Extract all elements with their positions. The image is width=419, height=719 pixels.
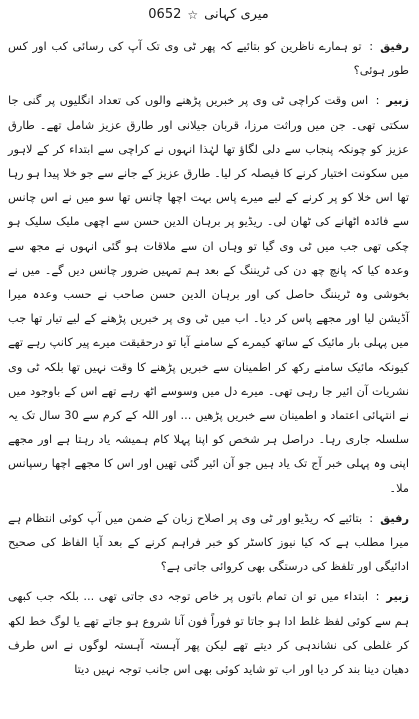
dialogue-block bbox=[8, 34, 409, 82]
dialogue-block bbox=[8, 584, 409, 681]
speaker-separator: : bbox=[375, 589, 380, 604]
page-header bbox=[8, 6, 409, 24]
speaker-label: رفیق bbox=[380, 39, 409, 53]
page-title: میری کہانی bbox=[204, 7, 269, 22]
speaker-label: زبیر bbox=[386, 93, 409, 108]
speaker-separator: : bbox=[369, 39, 374, 53]
dialogue-block bbox=[8, 88, 409, 499]
dialogue-text: ابتداء میں تو ان تمام باتوں پر خاص توجہ دی جاتی تھی ... بلکہ جب کبھی ہم سے کوئی لفظ غلط ادا ہو جاتا تو فوراً فون آنا شروع ہو جاتے تھے یا لوگ خط لکھ کر غلطی کی نشاندہی کر دیتے تھے لیکن پھر آہستہ آہستہ لوگوں نے اس طرف دھیان دینا بند کر دیا اور اب تو شاید کوئی بھی اس جانب توجہ نہیں دیتا bbox=[8, 589, 409, 677]
speaker-label: زبیر bbox=[386, 589, 409, 604]
dialogue-text: تو ہمارے ناظرین کو بتائیے کہ پھر ٹی وی تک آپ کی رسائی کب اور کس طور ہوئی؟ bbox=[8, 39, 409, 78]
page-number: 0652 bbox=[148, 7, 182, 22]
dialogue-block bbox=[8, 506, 409, 579]
star-icon: ☆ bbox=[187, 8, 199, 22]
speaker-label: رفیق bbox=[380, 510, 410, 525]
speaker-separator: : bbox=[375, 93, 380, 108]
dialogue-text: بتائیے کہ ریڈیو اور ٹی وی پر اصلاح زبان کے ضمن میں آپ کوئی انتظام ہے میرا مطلب ہے کہ کیا نیوز کاسٹر کو خبر فراہم کرنے کے بعد آیا الفاظ کی صحیح ادائیگی اور تلفظ کی درستگی بھی کروائی جاتی ہے؟ bbox=[8, 510, 409, 574]
speaker-separator: : bbox=[369, 510, 374, 525]
dialogue-text: اس وقت کراچی ٹی وی پر خبریں پڑھنے والوں کی تعداد انگلیوں پر گنی جا سکتی تھی۔ جن میں وراثت مرزا، قربان جیلانی اور طارق عزیز شامل تھے۔ طارق عزیز کو چونکہ پنجاب سے دلی لگاؤ تھا لہٰذا انہوں نے کراچی سے ابتداء کر کے لاہور میں سکونت اختیار کرنے کا فیصلہ کر لیا۔ طارق عزیز کے جانے سے جو خلا پیدا ہو رہا تھا اس خلا کو پر کرنے کے لیے میرے پاس بہت اچھا چانس تھا سو میں نے اس چانس سے فائدہ اٹھانے کی ٹھان لی۔ ریڈیو پر برہان الدین حسن سے اچھی ملیک سلیک ہو چکی تھی جب میں ٹی وی گیا تو وہاں ان سے ملاقات ہو گئی انہوں نے مجھ سے وعدہ کیا کہ پانچ چھ دن کی ٹریننگ کے بعد ہم تمہیں ضرور چانس دیں گے۔ میں نے بخوشی وہ ٹریننگ حاصل کی اور برہان الدین حسن صاحب نے حسب وعدہ میرا آڈیشن لیا اور مجھے پاس کر دیا۔ اب میں ٹی وی پر خبریں پڑھنے کے لیے تیار تھا جب میں پہلی بار مائیک کے ساتھ کیمرے کے سامنے آیا تو درحقیقت میرے پیر کانپ رہے تھے کیونکہ مائیک سامنے رکھ کر اطمینان سے خبریں پڑھنے کا وقت نہیں تھا بلکہ ٹی وی نشریات آن ائیر جا رہی تھی۔ میرے دل میں وسوسے اٹھ رہے تھے اس کے باوجود میں نے انتہائی اعتماد و اطمینان سے خبریں پڑھیں ... اور اللہ کے کرم سے 30 سال تک یہ سلسلہ جاری رہا۔ دراصل ہر شخص کو اپنا پہلا کام ہمیشہ یاد رہتا ہے اور مجھے اپنی وہ پہلی خبر آج تک یاد ہیں جو آن ائیر گئی تھیں اور اس کا مجھے اچھا رسپانس ملا۔ bbox=[8, 93, 409, 495]
